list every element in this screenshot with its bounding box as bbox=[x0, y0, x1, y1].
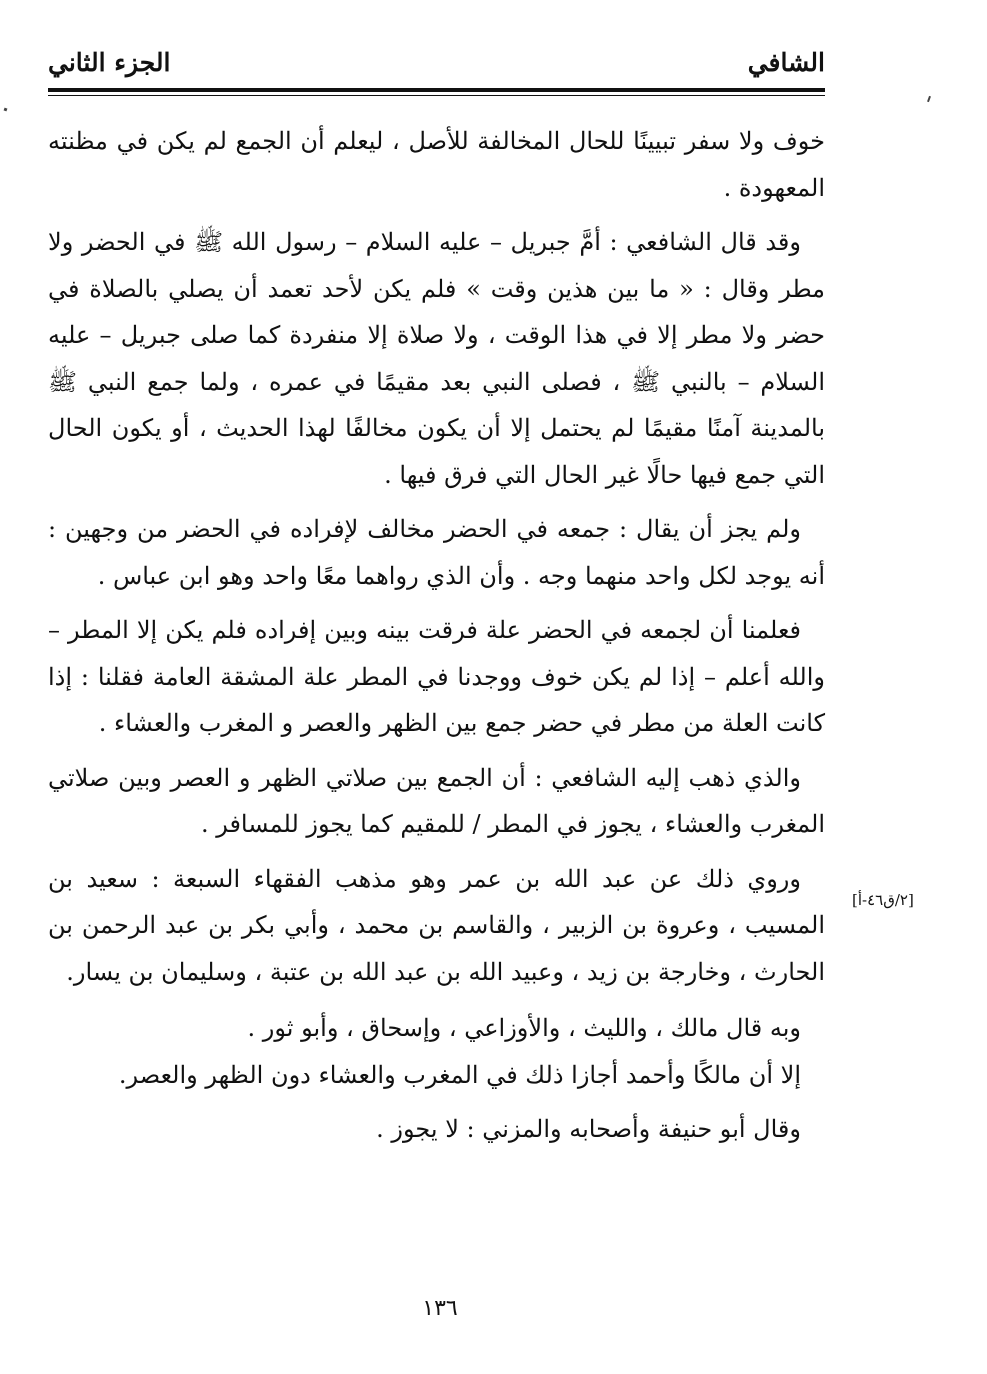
paragraph-1: خوف ولا سفر تبيينًا للحال المخالفة للأصل ، ليعلم أن الجمع لم يكن في مظنته المعهودة . bbox=[48, 127, 825, 202]
paragraph-8: إلا أن مالكًا وأحمد أجازا ذلك في المغرب والعشاء دون الظهر والعصر. bbox=[118, 1060, 801, 1089]
paragraph-2: وقد قال الشافعي : أمَّ جبريل – عليه السلام – رسول الله ﷺ في الحضر ولا مطر وقال : « ما بين هذين وقت » فلم يكن لأحد تعمد أن يصلي بالصلاة في حضر ولا مطر إلا في هذا الوقت ، ولا صلاة إلا منفردة كما صلى جبريل – عليه السلام – بالنبي ﷺ ، فصلى النبي بعد مقيمًا في عمره ، ولما جمع النبي ﷺ بالمدينة آمنًا مقيمًا لم يحتمل إلا أن يكون مخالفًا لهذا الحديث ، أو يكون الحال التي جمع فيها حالًا غير الحال التي فرق فيها . bbox=[48, 228, 825, 489]
paragraph-3: ولم يجز أن يقال : جمعه في الحضر مخالف لإفراده في الحضر من وجهين : أنه يوجد لكل واحد منهما وجه . وأن الذي رواهما معًا واحد وهو ابن عباس . bbox=[48, 515, 825, 590]
body-text bbox=[48, 118, 825, 1153]
scan-speck bbox=[927, 96, 931, 102]
paragraph-9: وقال أبو حنيفة وأصحابه والمزني : لا يجوز . bbox=[376, 1115, 801, 1143]
header-rule-thin bbox=[48, 95, 825, 96]
book-title: الشافي bbox=[747, 48, 825, 77]
paragraph-6: وروي ذلك عن عبد الله بن عمر وهو مذهب الفقهاء السبعة : سعيد بن المسيب ، وعروة بن الزبير ، والقاسم بن محمد ، وأبي بكر بن عبد الرحمن بن الحارث ، وخارجة بن زيد ، وعبيد الله بن عبد الله بن عتبة ، وسليمان بن يسار. bbox=[48, 864, 825, 986]
header-rule-thick bbox=[48, 88, 825, 92]
scan-speck bbox=[4, 108, 8, 112]
paragraph-5: والذي ذهب إليه الشافعي : أن الجمع بين صلاتي الظهر و العصر وبين صلاتي المغرب والعشاء ، يجوز في المطر / للمقيم كما يجوز للمسافر . bbox=[48, 763, 825, 838]
volume-title: الجزء الثاني bbox=[48, 48, 171, 77]
paragraph-4: فعلمنا أن لجمعه في الحضر علة فرقت بينه وبين إفراده فلم يكن إلا المطر – والله أعلم – إذا لم يكن خوف ووجدنا في المطر علة المشقة العامة فقلنا : إذا كانت العلة من مطر في حضر جمع بين الظهر والعصر و المغرب والعشاء . bbox=[48, 616, 825, 737]
running-header bbox=[48, 30, 825, 90]
paragraph-7: وبه قال مالك ، والليث ، والأوزاعي ، وإسحاق ، وأبو ثور . bbox=[247, 1014, 801, 1042]
page-number: ١٣٦ bbox=[422, 1296, 458, 1321]
manuscript-folio-note: [٢/ق٤٦-أ] bbox=[852, 891, 914, 909]
